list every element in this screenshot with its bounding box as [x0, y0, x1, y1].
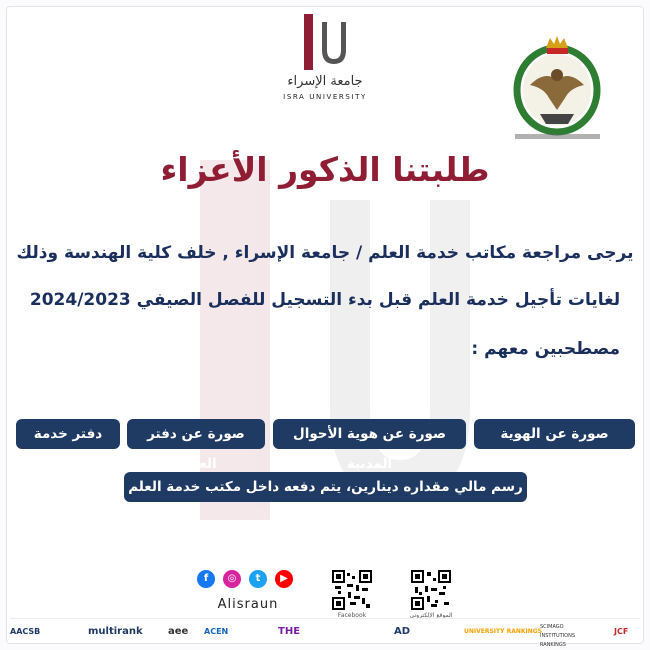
isra-logo: [270, 10, 380, 110]
badge-ad: AD: [394, 626, 411, 637]
jordan-armed-forces-emblem-icon: [510, 30, 605, 145]
facebook-icon[interactable]: f: [197, 570, 215, 588]
twitter-icon[interactable]: t: [249, 570, 267, 588]
social-icons: [197, 570, 301, 592]
badge-jcf: JCF: [614, 627, 629, 636]
badge-acen: ACEN: [204, 627, 229, 636]
badge-multirank: multirank: [88, 626, 143, 637]
badge-scimago: SCIMAGO INSTITUTIONS RANKINGS: [540, 624, 576, 648]
university-name-en: ISRA UNIVERSITY: [283, 93, 367, 101]
announcement-line-3: مصطحبين معهم :: [471, 339, 620, 359]
announcement-line-1: يرجى مراجعة مكاتب خدمة العلم / جامعة الإسراء , خلف كلية الهندسة وذلك: [16, 243, 634, 263]
website-qr-label: الموقع الإلكتروني: [409, 612, 453, 619]
badge-aacsb: AACSB: [10, 627, 41, 636]
facebook-qr-label: Facebook: [337, 612, 367, 619]
university-name-ar: جامعة الإسراء: [287, 74, 363, 89]
announcement-title: طلبتنا الذكور الأعزاء: [160, 150, 490, 189]
badge-university-rankings: UNIVERSITY RANKINGS: [464, 628, 543, 635]
announcement-line-2: لغايات تأجيل خدمة العلم قبل بدء التسجيل للفصل الصيفي 2024/2023: [29, 290, 621, 310]
badge-aee: aee: [168, 626, 189, 637]
requirement-family-book: صورة عن دفتر العائلة: [127, 419, 265, 449]
requirement-civil-id: صورة عن هوية الأحوال المدنية: [273, 419, 466, 449]
accreditation-strip: [10, 618, 640, 648]
requirement-university-id: صورة عن الهوية الجامعية: [474, 419, 635, 449]
isra-monogram-icon: [298, 12, 352, 72]
website-qr-code-icon: [411, 570, 451, 610]
requirement-service-book: دفتر خدمة العلم: [16, 419, 120, 449]
youtube-icon[interactable]: ▶: [275, 570, 293, 588]
instagram-icon[interactable]: ◎: [223, 570, 241, 588]
badge-the: THE: [278, 626, 301, 637]
social-handle: Alisraun: [217, 597, 279, 612]
requirement-fee: رسم مالي مقداره دينارين، يتم دفعه داخل مكتب خدمة العلم: [124, 472, 527, 502]
facebook-qr-code-icon: [332, 570, 372, 610]
